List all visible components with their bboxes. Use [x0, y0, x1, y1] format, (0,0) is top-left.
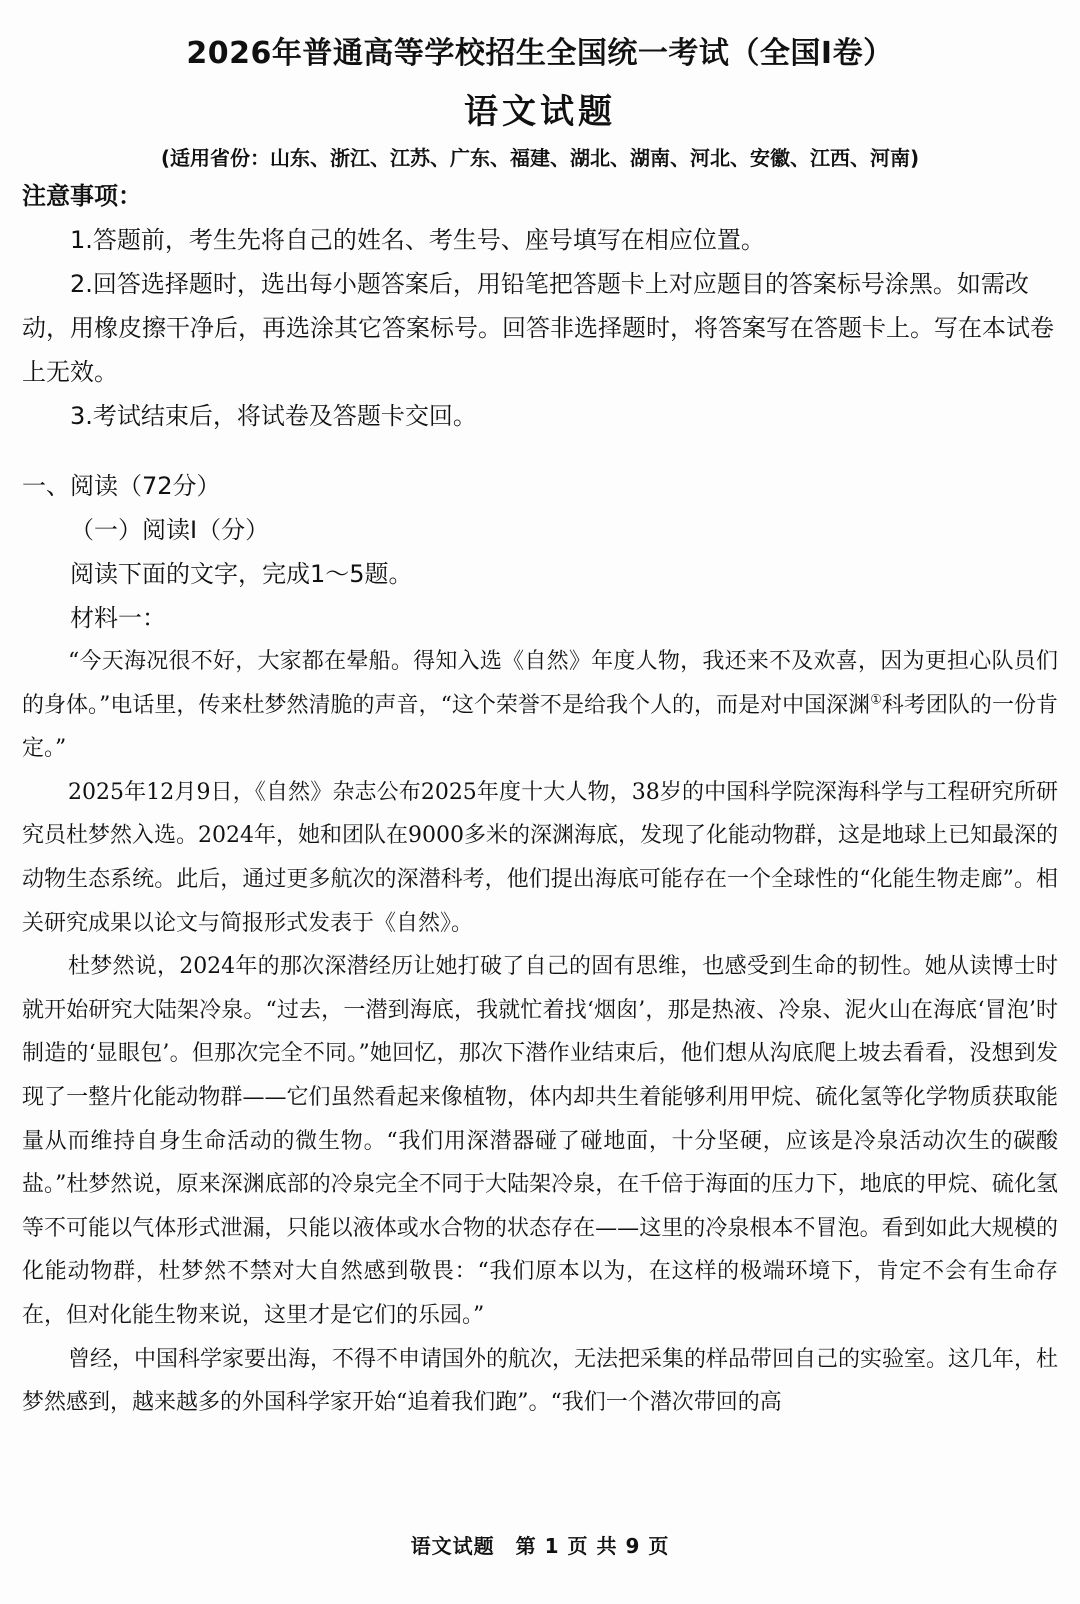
- reading-instruction: 阅读下面的文字，完成1～5题。: [70, 560, 413, 588]
- exam-title: 2026年普通高等学校招生全国统一考试（全国Ⅰ卷）: [186, 36, 894, 71]
- reading-section-header: [22, 464, 1058, 640]
- footnote-marker: ①: [870, 692, 882, 708]
- notice-item-3: 3.考试结束后，将试卷及答题卡交回。: [70, 402, 477, 430]
- applicable-provinces: (适用省份：山东、浙江、江苏、广东、福建、湖北、湖南、河北、安徽、江西、河南): [160, 146, 920, 170]
- passage-p1-text-b: 科考团队的一份肯定。”: [22, 692, 1058, 762]
- reading-passage: [22, 640, 1058, 1425]
- subject-title: 语文试题: [464, 92, 616, 132]
- notice-item-1: 1.答题前，考生先将自己的姓名、考生号、座号填写在相应位置。: [70, 226, 765, 254]
- notice-heading: 注意事项：: [22, 182, 142, 210]
- section-heading: 一、阅读（72分）: [22, 472, 221, 500]
- page-footer: 语文试题 第 1 页 共 9 页: [410, 1534, 670, 1558]
- subsection-heading: （一）阅读Ⅰ（分）: [70, 516, 270, 544]
- passage-paragraph-1: [22, 640, 1058, 771]
- passage-paragraph-4: 曾经，中国科学家要出海，不得不申请国外的航次，无法把采集的样品带回自己的实验室。这几年，杜梦然感到，越来越多的外国科学家开始“追着我们跑”。“我们一个潜次带回的高: [22, 1346, 1059, 1416]
- passage-paragraph-3: 杜梦然说，2024年的那次深潜经历让她打破了自己的固有思维，也感受到生命的韧性。她从读博士时就开始研究大陆架冷泉。“过去，一潜到海底，我就忙着找‘烟囱’，那是热液、冷泉、泥火山在海底‘冒泡’时制造的‘显眼包’。但那次完全不同。”她回忆，那次下潜作业结束后，他们想从沟底爬上坡去看看，没想到发现了一整片化能动物群——它们虽然看起来像植物，体内却共生着能够利用甲烷、硫化氢等化学物质获取能量从而维持自身生命活动的微生物。“我们用深潜器碰了碰地面，十分坚硬，应该是冷泉活动次生的碳酸盐。”杜梦然说，原来深渊底部的冷泉完全不同于大陆架冷泉，在千倍于海面的压力下，地底的甲烷、硫化氢等不可能以气体形式泄漏，只能以液体或水合物的状态存在——这里的冷泉根本不冒泡。看到如此大规模的化能动物群，杜梦然不禁对大自然感到敬畏：“我们原本以为，在这样的极端环境下，肯定不会有生命存在，但对化能生物来说，这里才是它们的乐园。”: [22, 954, 1058, 1328]
- notice-item-2: 2.回答选择题时，选出每小题答案后，用铅笔把答题卡上对应题目的答案标号涂黑。如需改动，用橡皮擦干净后，再选涂其它答案标号。回答非选择题时，将答案写在答题卡上。写在本试卷上无效。: [22, 270, 1054, 386]
- material-label: 材料一：: [70, 604, 166, 632]
- passage-paragraph-2: 2025年12月9日，《自然》杂志公布2025年度十大人物，38岁的中国科学院深海科学与工程研究所研究员杜梦然入选。2024年，她和团队在9000多米的深渊海底，发现了化能动物群，这是地球上已知最深的动物生态系统。此后，通过更多航次的深潜科考，他们提出海底可能存在一个全球性的“化能生物走廊”。相关研究成果以论文与简报形式发表于《自然》。: [22, 779, 1058, 936]
- notice-section: [22, 174, 1058, 438]
- passage-p1-text-a: “今天海况很不好，大家都在晕船。得知入选《自然》年度人物，我还来不及欢喜，因为更担心队员们的身体。”电话里，传来杜梦然清脆的声音，“这个荣誉不是给我个人的，而是对中国深渊: [22, 649, 1058, 718]
